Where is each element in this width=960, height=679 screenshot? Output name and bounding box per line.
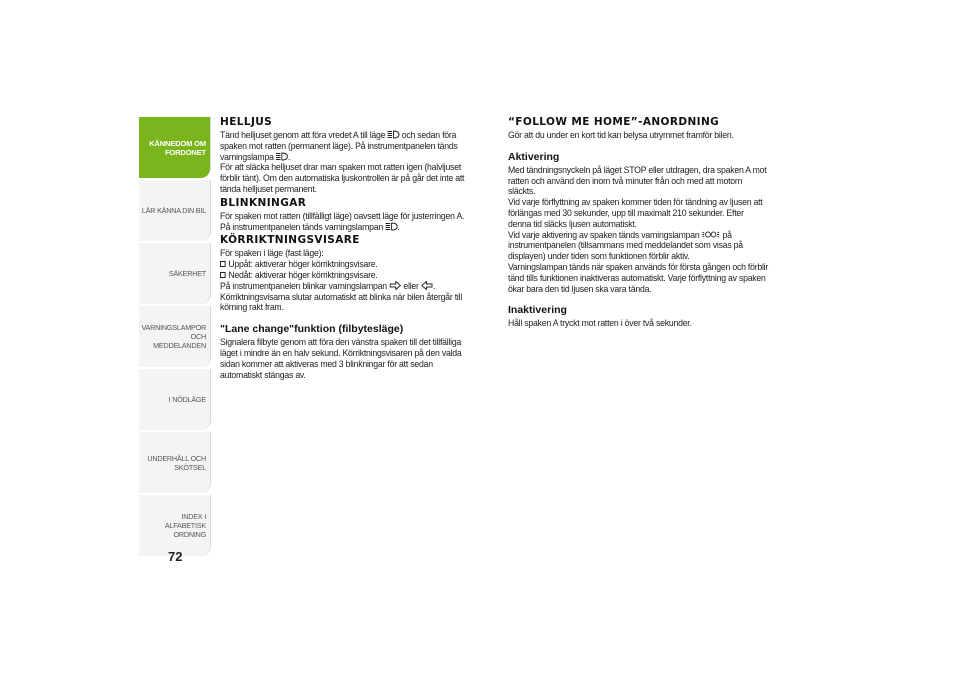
- tab-i-nodlage[interactable]: [139, 369, 211, 430]
- tab-label: UNDERHÅLL OCH SKÖTSEL: [147, 453, 206, 472]
- bullet-box-icon: [220, 261, 226, 267]
- tab-underhall[interactable]: [139, 432, 211, 493]
- heading-korriktningsvisare: KÖRRIKTNINGSVISARE: [220, 234, 360, 247]
- text: eller: [403, 279, 419, 291]
- high-beam-icon: [387, 130, 399, 139]
- paragraph: Signalera filbyte genom att föra den vänstra spaken till det tillfälliga läget i mindre än en halv sekund. Körriktningsvisaren på den valda sidan kommer att aktiveras med 3 blinkningar för att sedan automatiskt stängas av.: [220, 336, 462, 380]
- heading-blinkningar: BLINKNINGAR: [220, 196, 307, 209]
- position-lights-icon: [702, 230, 721, 239]
- paragraph: För spaken i läge (fast läge):: [220, 247, 324, 259]
- text: Tänd helljuset genom att föra vredet A till läge: [220, 129, 386, 140]
- text: .: [287, 150, 291, 162]
- paragraph: Gör att du under en kort tid kan belysa utrymmet framför bilen.: [508, 129, 734, 140]
- tab-label: LÄR KÄNNA DIN BIL: [141, 206, 206, 215]
- text: på instrumentpanelen (tillsammans med meddelandet som visas på displayen) under tiden som funktionen förblir aktiv.: [508, 228, 743, 262]
- chapter-sidebar: [139, 117, 211, 558]
- tab-label: I NÖDLÄGE: [168, 395, 206, 404]
- heading-inaktivering: Inaktivering: [508, 304, 567, 317]
- paragraph: Varningslampan tänds när spaken används för första gången och förblir tänd tills funktionen inaktiveras automatiskt. Varje förflyttning av spaken ökar bara den tid ljusen ska vara tända.: [508, 260, 769, 294]
- text: Nedåt: aktiverar höger körriktningsvisare.: [228, 268, 378, 280]
- left-column: [220, 116, 495, 380]
- bullet-box-icon: [220, 272, 226, 278]
- tab-label: KÄNNEDOM OM FORDONET: [149, 138, 206, 157]
- tab-index[interactable]: [139, 495, 211, 556]
- text: För spaken mot ratten (tillfälligt läge) oavsett läge för justerringen A. På instrumentpanelen tänds varningslampan: [220, 209, 465, 232]
- text: På instrumentpanelen blinkar varningslampan: [220, 279, 387, 291]
- tab-varningslampor[interactable]: [139, 306, 211, 367]
- text: Uppåt: aktiverar höger körriktningsvisare.: [228, 258, 378, 270]
- paragraph: [220, 130, 476, 162]
- high-beam-icon: [385, 220, 400, 232]
- paragraph: Vid varje förflyttning av spaken kommer tiden för tändning av ljusen att förlängas med 30 sekunder, upp till maximalt 210 sekunder. Efter denna tid släcks ljusen automatiskt.: [508, 196, 763, 229]
- tab-kannedom-om-fordonet[interactable]: [139, 117, 211, 178]
- right-column: [508, 116, 788, 329]
- turn-right-arrow-icon: [389, 281, 401, 290]
- tab-lar-kanna-din-bil[interactable]: [139, 180, 211, 241]
- tab-label: VARNINGSLAMPOR OCH MEDDELANDEN: [141, 323, 206, 350]
- paragraph: För att släcka helljuset drar man spaken mot ratten igen (halvljuset förblir tänt). Om den automatiska ljuskontrollen är på går det inte att tända helljuset permanent.: [220, 161, 465, 194]
- page-number: 72: [168, 549, 183, 564]
- text: .: [432, 279, 436, 291]
- paragraph: Körriktningsvisarna slutar automatiskt att blinka när bilen återgår till körning rakt fram.: [220, 290, 463, 313]
- paragraph: Med tändningsnyckeln på läget STOP eller utdragen, dra spaken A mot ratten och använd den inom två minuter från och med att motorn släckts.: [508, 163, 767, 197]
- tab-sakerhet[interactable]: [139, 243, 211, 304]
- heading-helljus: HELLJUS: [220, 116, 273, 128]
- heading-aktivering: Aktivering: [508, 150, 560, 163]
- text: Vid varje aktivering av spaken tänds varningslampan: [508, 228, 700, 240]
- high-beam-icon: [276, 150, 291, 162]
- heading-lane-change: "Lane change"funktion (filbytesläge): [220, 323, 404, 336]
- turn-left-arrow-icon: [421, 279, 436, 291]
- paragraph: [220, 211, 476, 233]
- paragraph: [508, 230, 768, 262]
- tab-label: SÄKERHET: [168, 269, 206, 278]
- text: och sedan föra spaken mot ratten (permanent läge). På instrumentpanelen tänds varningslampa: [220, 129, 458, 162]
- paragraph: Håll spaken A tryckt mot ratten i över två sekunder.: [508, 317, 692, 329]
- text: .: [397, 220, 400, 232]
- tab-label: INDEX I ALFABETISK ORDNING: [164, 512, 206, 539]
- heading-follow-me-home: “FOLLOW ME HOME”-ANORDNING: [508, 116, 720, 128]
